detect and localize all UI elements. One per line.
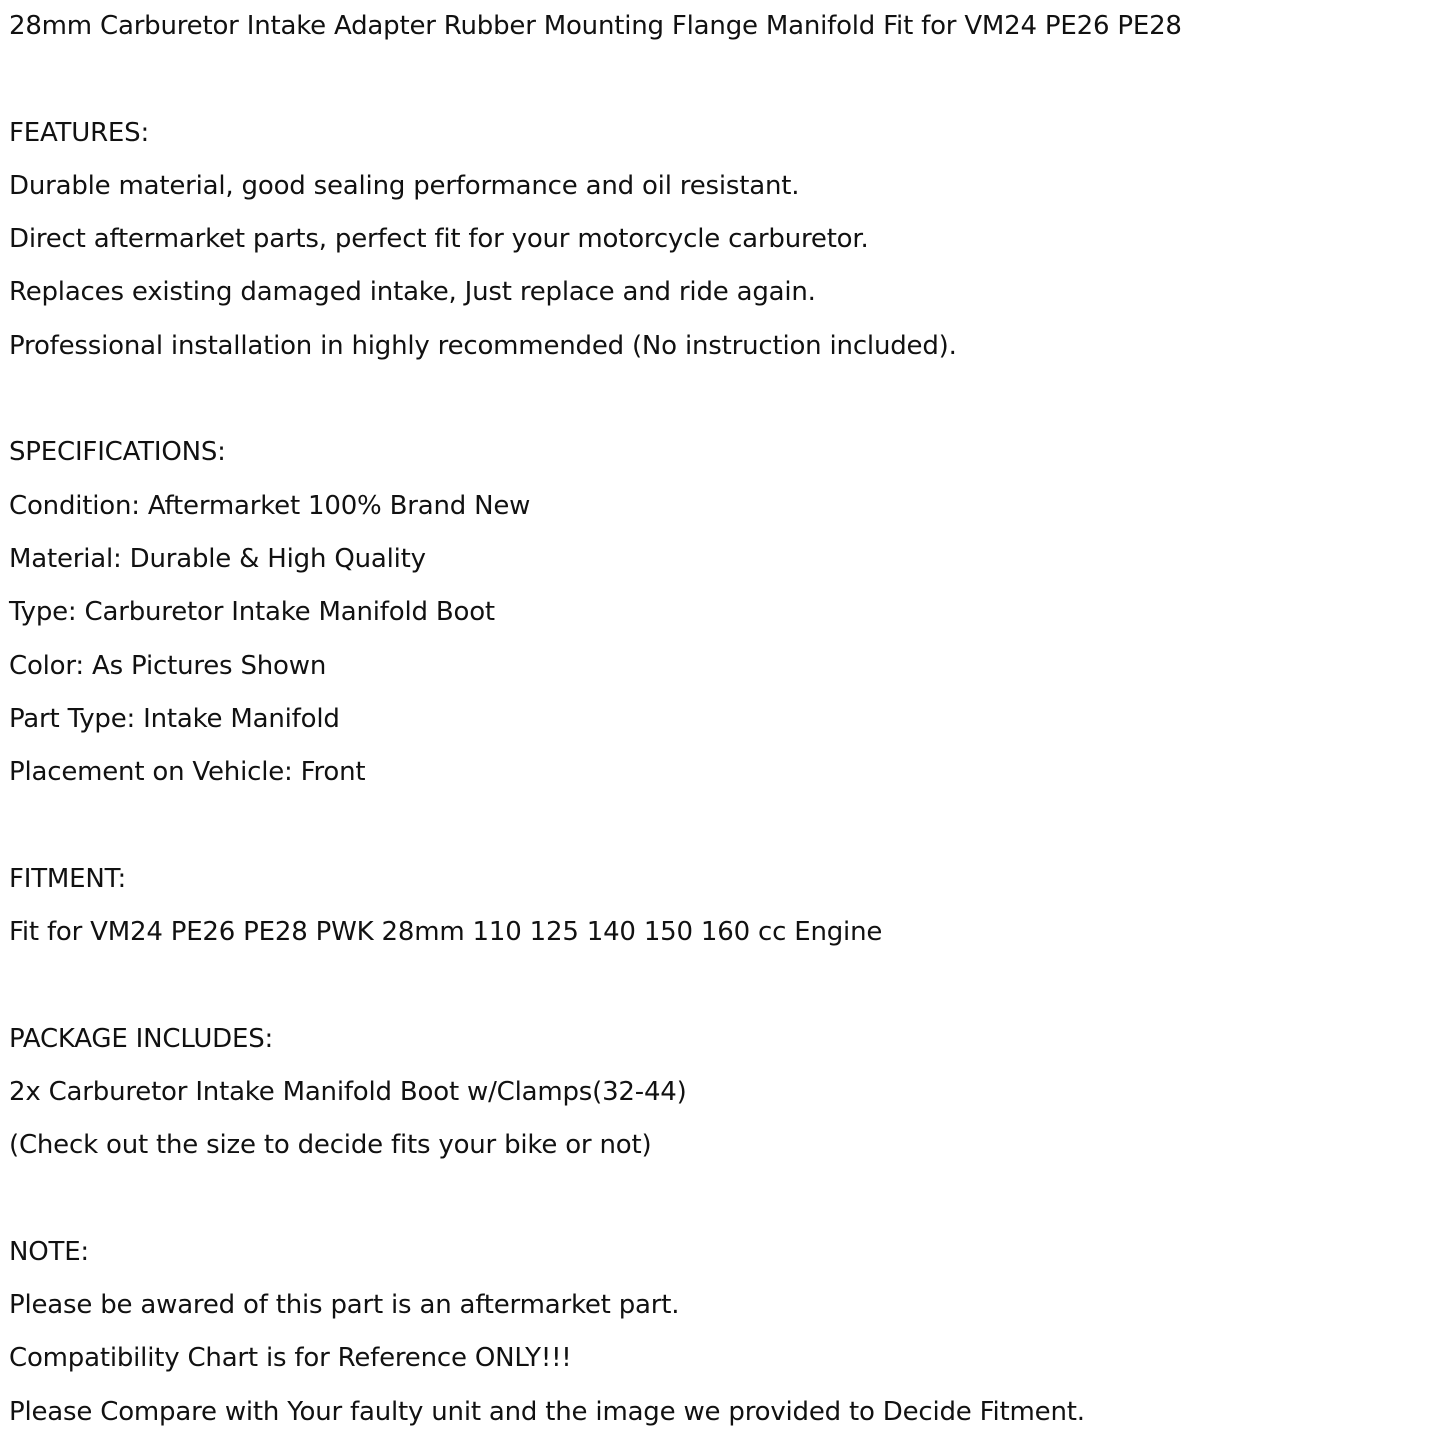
fitment-heading: FITMENT: xyxy=(9,863,126,894)
note-item: Compatibility Chart is for Reference ONLY!!! xyxy=(9,1343,572,1374)
spec-item: Part Type: Intake Manifold xyxy=(9,703,340,734)
spec-item: Material: Durable & High Quality xyxy=(9,543,426,574)
spacer xyxy=(9,1173,1429,1226)
fitment-item: Fit for VM24 PE26 PE28 PWK 28mm 110 125 140 150 160 cc Engine xyxy=(9,917,883,948)
feature-item: Replaces existing damaged intake, Just replace and ride again. xyxy=(9,277,816,308)
spacer xyxy=(9,373,1429,426)
package-item: (Check out the size to decide fits your bike or not) xyxy=(9,1130,652,1161)
note-heading: NOTE: xyxy=(9,1236,89,1267)
spec-item: Color: As Pictures Shown xyxy=(9,650,327,681)
feature-item: Direct aftermarket parts, perfect fit for your motorcycle carburetor. xyxy=(9,224,869,255)
feature-item: Professional installation in highly recommended (No instruction included). xyxy=(9,330,957,361)
note-item: Please Compare with Your faulty unit and the image we provided to Decide Fitment. xyxy=(9,1396,1085,1427)
spacer xyxy=(9,959,1429,1012)
product-description xyxy=(9,0,1429,1439)
spec-item: Type: Carburetor Intake Manifold Boot xyxy=(9,597,495,628)
spec-item: Placement on Vehicle: Front xyxy=(9,757,366,788)
specifications-heading: SPECIFICATIONS: xyxy=(9,437,226,468)
spacer xyxy=(9,53,1429,106)
note-item: Please be awared of this part is an aftermarket part. xyxy=(9,1290,680,1321)
spec-item: Condition: Aftermarket 100% Brand New xyxy=(9,490,531,521)
package-heading: PACKAGE INCLUDES: xyxy=(9,1023,274,1054)
product-title: 28mm Carburetor Intake Adapter Rubber Mounting Flange Manifold Fit for VM24 PE26 PE28 xyxy=(9,11,1182,41)
spacer xyxy=(9,799,1429,852)
features-heading: FEATURES: xyxy=(9,117,150,148)
package-item: 2x Carburetor Intake Manifold Boot w/Clamps(32-44) xyxy=(9,1076,687,1107)
feature-item: Durable material, good sealing performance and oil resistant. xyxy=(9,170,800,201)
